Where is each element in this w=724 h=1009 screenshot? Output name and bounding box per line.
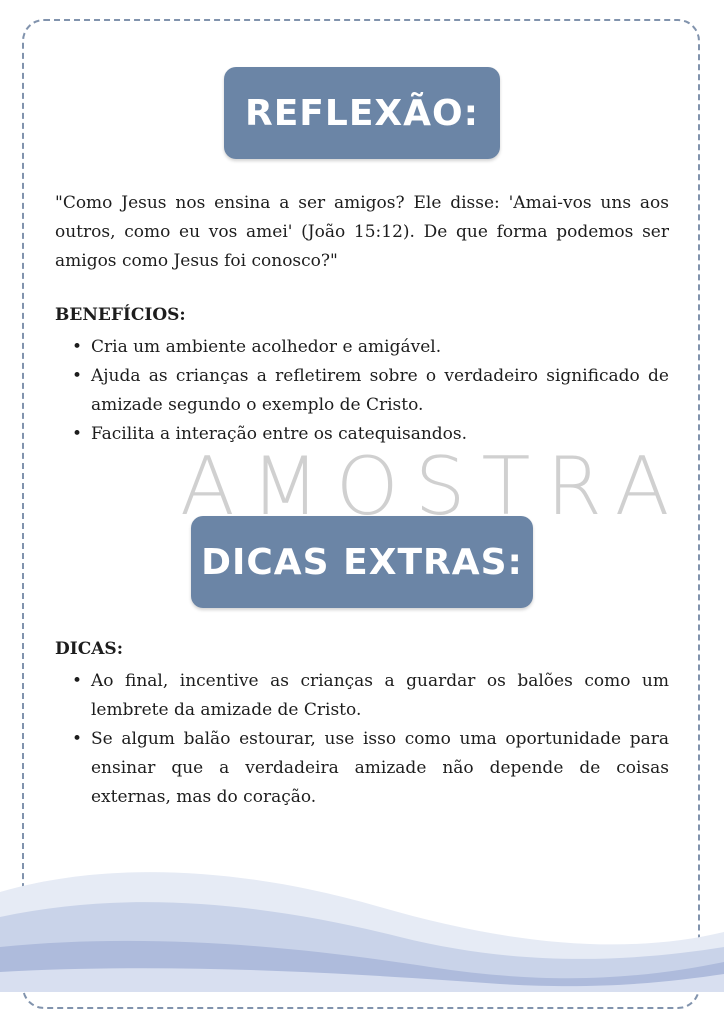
reflexao-quote: "Como Jesus nos ensina a ser amigos? Ele disse: 'Amai-vos uns aos outros, como eu vos amei' (João 15:12). De que forma podemos ser amigos como Jesus foi conosco?" bbox=[55, 193, 669, 271]
beneficios-label: BENEFÍCIOS: bbox=[55, 305, 186, 325]
decorative-wave bbox=[0, 862, 724, 992]
dicas-extras-title: DICAS EXTRAS: bbox=[201, 541, 523, 583]
list-item: • Facilita a interação entre os catequisandos. bbox=[91, 420, 669, 449]
dicas-list bbox=[55, 667, 669, 812]
beneficios-list bbox=[55, 333, 669, 449]
dicas-extras-header bbox=[191, 516, 533, 608]
reflexao-title: REFLEXÃO: bbox=[244, 92, 480, 134]
dicas-label: DICAS: bbox=[55, 639, 123, 659]
list-item: • Ajuda as crianças a refletirem sobre o verdadeiro significado de amizade segundo o exemplo de Cristo. bbox=[91, 362, 669, 420]
list-item: • Cria um ambiente acolhedor e amigável. bbox=[91, 333, 669, 362]
list-item: • Ao final, incentive as crianças a guardar os balões como um lembrete da amizade de Cristo. bbox=[91, 667, 669, 725]
reflexao-header bbox=[224, 67, 500, 159]
amostra-watermark: AMOSTRA bbox=[180, 440, 686, 533]
dashed-page-frame bbox=[22, 19, 700, 1009]
list-item: • Se algum balão estourar, use isso como uma oportunidade para ensinar que a verdadeira amizade não depende de coisas externas, mas do coração. bbox=[91, 725, 669, 812]
